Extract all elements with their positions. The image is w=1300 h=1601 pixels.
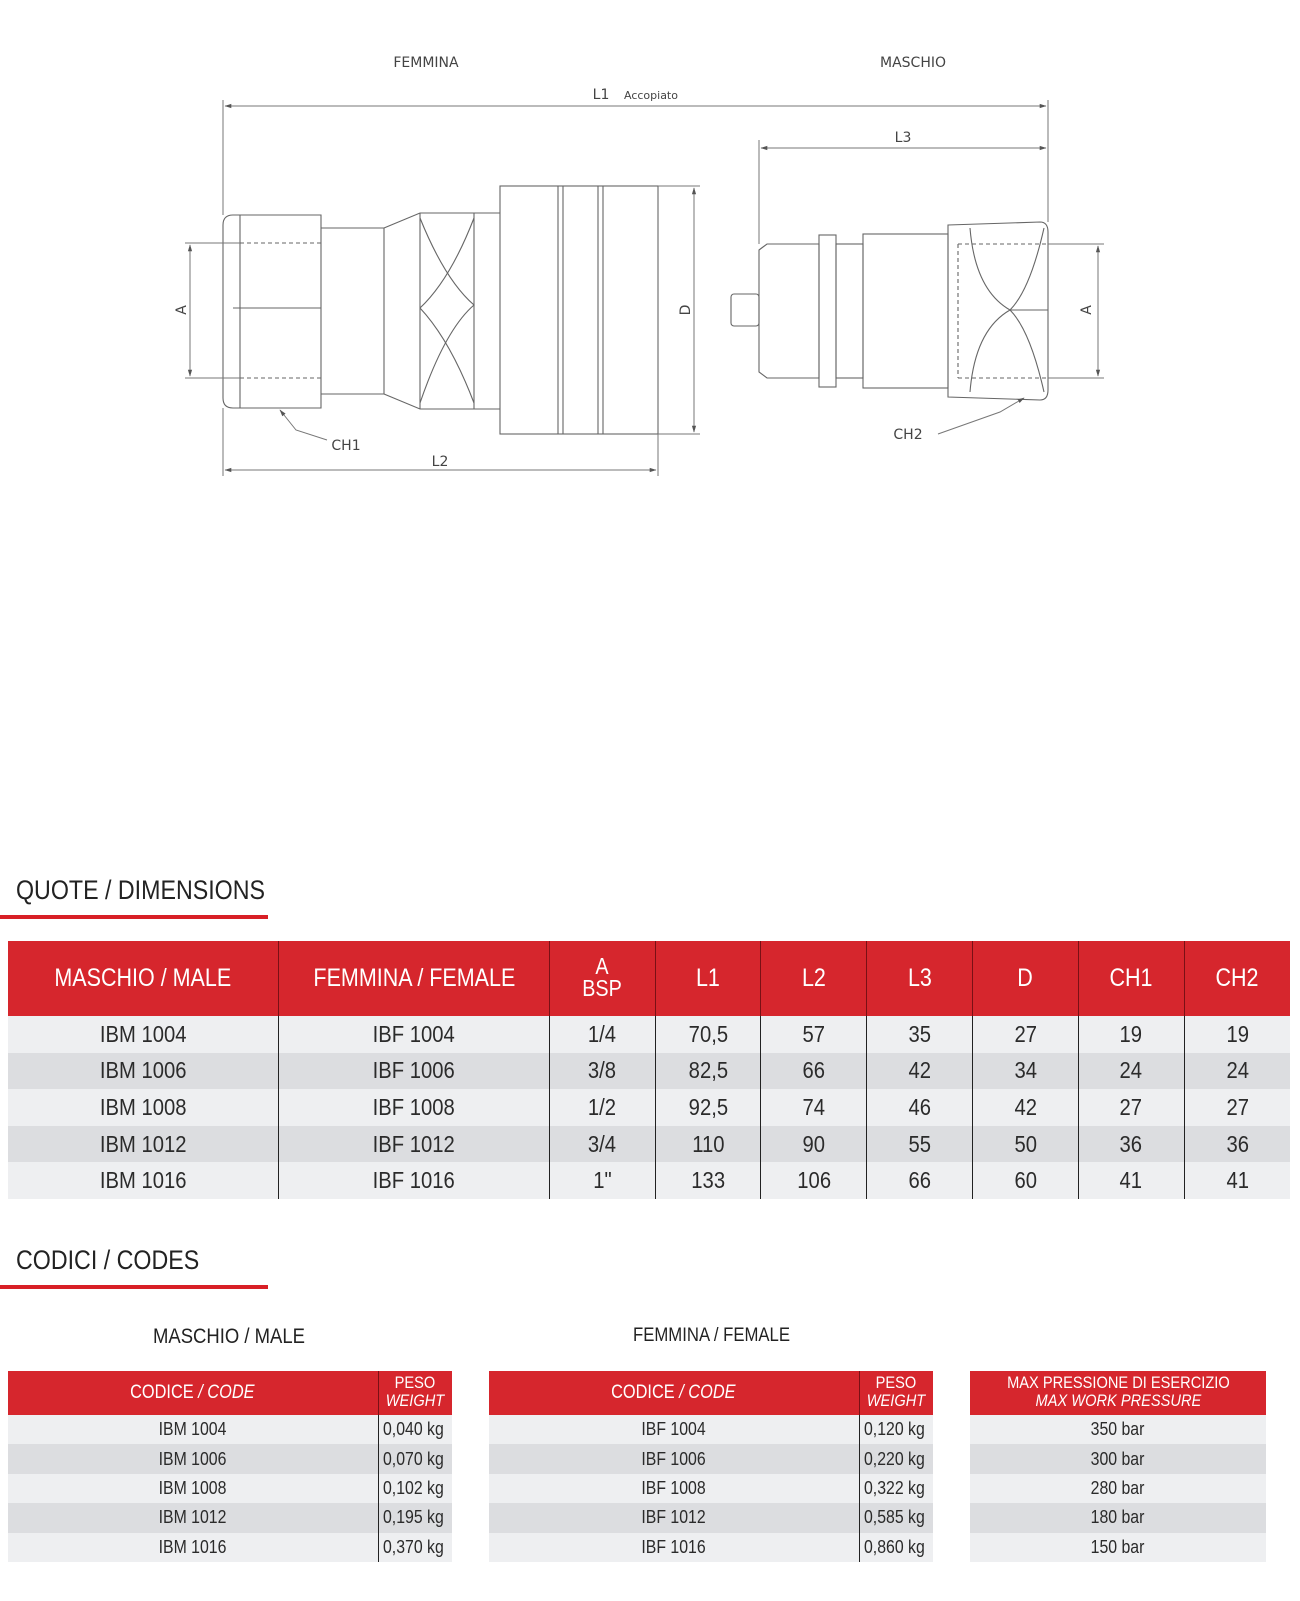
table-cell: IBM 1016 xyxy=(8,1162,279,1199)
table-cell: 27 xyxy=(1184,1089,1290,1126)
table-cell: 0,195 kg xyxy=(378,1503,452,1532)
table-cell: 90 xyxy=(761,1126,867,1163)
col-header-l2: L2 xyxy=(761,941,867,1016)
table-cell: 1/4 xyxy=(549,1016,655,1053)
female-col-header-weight: PESO WEIGHT xyxy=(859,1371,933,1415)
table-cell: 0,220 kg xyxy=(859,1444,933,1473)
dimensions-section-title: QUOTE / DIMENSIONS xyxy=(16,875,265,905)
col-header-a-bsp: A BSP xyxy=(549,941,655,1016)
col-header-ch2: CH2 xyxy=(1184,941,1290,1016)
table-row xyxy=(970,1415,1266,1444)
table-cell: 27 xyxy=(1078,1089,1184,1126)
table-cell: 0,070 kg xyxy=(378,1444,452,1473)
table-cell: IBF 1006 xyxy=(489,1444,859,1473)
col-header-l3: L3 xyxy=(867,941,973,1016)
table-row xyxy=(8,1162,1290,1199)
male-col-header-weight: PESO WEIGHT xyxy=(378,1371,452,1415)
table-cell: 70,5 xyxy=(655,1016,761,1053)
table-row xyxy=(970,1474,1266,1503)
table-cell: 3/8 xyxy=(549,1053,655,1090)
table-row xyxy=(8,1444,452,1473)
table-cell: IBF 1016 xyxy=(279,1162,550,1199)
table-cell: IBF 1012 xyxy=(279,1126,550,1163)
table-cell: 0,040 kg xyxy=(378,1415,452,1444)
codes-title-rule xyxy=(0,1285,268,1289)
table-row xyxy=(489,1533,933,1562)
table-row xyxy=(970,1503,1266,1532)
table-cell: 300 bar xyxy=(970,1444,1266,1473)
table-cell: IBF 1006 xyxy=(279,1053,550,1090)
table-cell: IBM 1006 xyxy=(8,1444,378,1473)
col-header-l1: L1 xyxy=(655,941,761,1016)
table-cell: IBF 1008 xyxy=(279,1089,550,1126)
table-cell: 133 xyxy=(655,1162,761,1199)
table-cell: IBF 1008 xyxy=(489,1474,859,1503)
table-cell: 57 xyxy=(761,1016,867,1053)
col-header-male: MASCHIO / MALE xyxy=(8,941,279,1016)
table-row xyxy=(489,1474,933,1503)
table-cell: 41 xyxy=(1078,1162,1184,1199)
col-header-max-pressure: MAX PRESSIONE DI ESERCIZIO MAX WORK PRESSURE xyxy=(970,1371,1266,1415)
pressure-table xyxy=(970,1371,1266,1562)
table-cell: 19 xyxy=(1078,1016,1184,1053)
male-codes-header-row xyxy=(8,1371,452,1415)
table-cell: 3/4 xyxy=(549,1126,655,1163)
table-cell: IBM 1004 xyxy=(8,1415,378,1444)
table-cell: 42 xyxy=(867,1053,973,1090)
table-cell: 1/2 xyxy=(549,1089,655,1126)
table-row xyxy=(8,1126,1290,1163)
table-row xyxy=(489,1415,933,1444)
l3-label: L3 xyxy=(894,130,912,146)
table-cell: 24 xyxy=(1184,1053,1290,1090)
table-cell: 0,322 kg xyxy=(859,1474,933,1503)
d-label: D xyxy=(678,304,694,316)
dimensions-table xyxy=(8,941,1290,1199)
table-row xyxy=(8,1533,452,1562)
table-cell: 92,5 xyxy=(655,1089,761,1126)
table-row xyxy=(489,1444,933,1473)
col-header-female: FEMMINA / FEMALE xyxy=(279,941,550,1016)
table-cell: 280 bar xyxy=(970,1474,1266,1503)
table-row xyxy=(970,1533,1266,1562)
codes-section-title: CODICI / CODES xyxy=(16,1245,200,1275)
table-cell: 36 xyxy=(1184,1126,1290,1163)
table-cell: 66 xyxy=(867,1162,973,1199)
a-label-male: A xyxy=(1079,305,1095,315)
table-cell: 55 xyxy=(867,1126,973,1163)
table-cell: 36 xyxy=(1078,1126,1184,1163)
table-row xyxy=(8,1415,452,1444)
col-header-ch1: CH1 xyxy=(1078,941,1184,1016)
female-coupling-outline xyxy=(223,186,658,434)
table-cell: 0,370 kg xyxy=(378,1533,452,1562)
table-cell: IBM 1016 xyxy=(8,1533,378,1562)
a-label-female: A xyxy=(174,305,190,315)
l1-label: L1 xyxy=(592,87,610,103)
table-cell: IBM 1004 xyxy=(8,1016,279,1053)
table-row xyxy=(8,1016,1290,1053)
table-cell: 350 bar xyxy=(970,1415,1266,1444)
table-row xyxy=(489,1503,933,1532)
table-cell: IBF 1016 xyxy=(489,1533,859,1562)
female-codes-table xyxy=(489,1371,933,1562)
table-row xyxy=(8,1053,1290,1090)
l2-label: L2 xyxy=(431,454,449,470)
table-cell: 0,860 kg xyxy=(859,1533,933,1562)
coupling-technical-drawing xyxy=(0,0,1300,560)
table-cell: 27 xyxy=(973,1016,1079,1053)
pressure-header-row xyxy=(970,1371,1266,1415)
table-cell: 41 xyxy=(1184,1162,1290,1199)
table-cell: 35 xyxy=(867,1016,973,1053)
table-cell: IBM 1008 xyxy=(8,1089,279,1126)
female-col-header-code: CODICE / CODE xyxy=(489,1371,859,1415)
table-cell: 180 bar xyxy=(970,1503,1266,1532)
female-label: FEMMINA xyxy=(393,55,459,71)
table-cell: 42 xyxy=(973,1089,1079,1126)
l1-note: Accopiato xyxy=(624,89,678,102)
table-cell: 46 xyxy=(867,1089,973,1126)
table-row xyxy=(8,1503,452,1532)
table-cell: IBM 1008 xyxy=(8,1474,378,1503)
female-codes-header-row xyxy=(489,1371,933,1415)
table-cell: 110 xyxy=(655,1126,761,1163)
table-row xyxy=(8,1474,452,1503)
table-cell: IBF 1004 xyxy=(279,1016,550,1053)
male-coupling-outline xyxy=(731,222,1048,400)
table-cell: 0,120 kg xyxy=(859,1415,933,1444)
table-row xyxy=(8,1089,1290,1126)
table-cell: 74 xyxy=(761,1089,867,1126)
table-row xyxy=(970,1444,1266,1473)
dimensions-header-row xyxy=(8,941,1290,1016)
table-cell: IBF 1004 xyxy=(489,1415,859,1444)
table-cell: 82,5 xyxy=(655,1053,761,1090)
table-cell: IBM 1012 xyxy=(8,1503,378,1532)
table-cell: IBM 1006 xyxy=(8,1053,279,1090)
male-col-header-code: CODICE / CODE xyxy=(8,1371,378,1415)
dimensions-title-rule xyxy=(0,915,268,919)
table-cell: 19 xyxy=(1184,1016,1290,1053)
table-cell: IBM 1012 xyxy=(8,1126,279,1163)
table-cell: 66 xyxy=(761,1053,867,1090)
table-cell: 150 bar xyxy=(970,1533,1266,1562)
ch1-label: CH1 xyxy=(331,438,361,454)
table-cell: 60 xyxy=(973,1162,1079,1199)
table-cell: 24 xyxy=(1078,1053,1184,1090)
table-cell: 0,102 kg xyxy=(378,1474,452,1503)
table-cell: 0,585 kg xyxy=(859,1503,933,1532)
col-header-d: D xyxy=(973,941,1079,1016)
ch2-label: CH2 xyxy=(893,427,923,443)
table-cell: 34 xyxy=(973,1053,1079,1090)
male-codes-title: MASCHIO / MALE xyxy=(153,1325,305,1348)
female-codes-title: FEMMINA / FEMALE xyxy=(633,1325,791,1346)
table-cell: IBF 1012 xyxy=(489,1503,859,1532)
table-cell: 106 xyxy=(761,1162,867,1199)
male-codes-table xyxy=(8,1371,452,1562)
male-label: MASCHIO xyxy=(880,55,946,71)
table-cell: 50 xyxy=(973,1126,1079,1163)
table-cell: 1" xyxy=(549,1162,655,1199)
